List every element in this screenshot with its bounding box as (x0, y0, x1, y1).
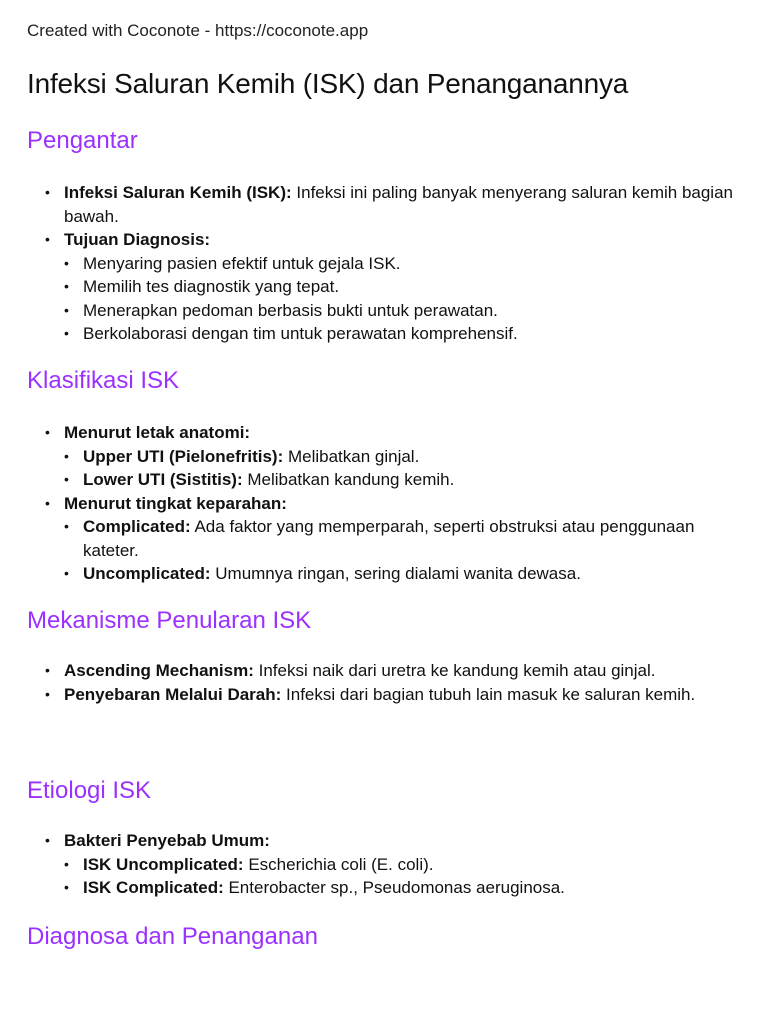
list-item (45, 228, 735, 346)
section-heading-mekanisme: Mekanisme Penularan ISK (27, 607, 312, 634)
list-item (45, 492, 735, 586)
item-term: Menurut tingkat keparahan: (64, 493, 287, 513)
list-item (45, 683, 735, 707)
item-term: Penyebaran Melalui Darah: (64, 684, 282, 704)
sub-list (64, 445, 735, 492)
section-heading-etiologi: Etiologi ISK (27, 777, 152, 804)
item-term: Lower UTI (Sistitis): (83, 470, 243, 489)
sub-list-item (64, 468, 735, 492)
section-heading-pengantar: Pengantar (27, 127, 138, 154)
item-term: ISK Uncomplicated: (83, 854, 244, 874)
sub-list (64, 515, 735, 586)
item-text: Infeksi naik dari uretra ke kandung kemih atau ginjal. (253, 661, 656, 680)
list-item (45, 829, 735, 900)
section-heading-klasifikasi: Klasifikasi ISK (27, 367, 180, 394)
section-list-mekanisme (45, 659, 735, 706)
item-text: Memilih tes diagnostik yang tepat. (83, 277, 340, 296)
section-list-pengantar (45, 181, 735, 346)
item-text: Melibatkan kandung kemih. (242, 470, 455, 489)
item-term: Uncomplicated: (83, 564, 211, 583)
item-text: Ada faktor yang memperparah, seperti obstruksi atau penggunaan kateter. (83, 517, 695, 560)
item-text: Berkolaborasi dengan tim untuk perawatan komprehensif. (83, 324, 518, 343)
sub-list-item (64, 562, 735, 586)
section-list-etiologi (45, 829, 735, 900)
section-heading-diagnosa: Diagnosa dan Penanganan (27, 923, 318, 950)
list-item (45, 659, 735, 683)
item-text: Enterobacter sp., Pseudomonas aeruginosa. (223, 878, 565, 897)
sub-list-item (64, 322, 735, 346)
item-text: Melibatkan ginjal. (283, 446, 420, 466)
item-text: Menyaring pasien efektif untuk gejala ISK. (83, 253, 401, 273)
sub-list-item (64, 853, 735, 877)
list-item (45, 181, 735, 228)
sub-list (64, 853, 735, 900)
sub-list-item (64, 445, 735, 469)
sub-list-item (64, 275, 735, 299)
item-term: Upper UTI (Pielonefritis): (83, 446, 284, 466)
item-text: Escherichia coli (E. coli). (243, 854, 434, 874)
item-term: Infeksi Saluran Kemih (ISK): (64, 183, 292, 202)
sub-list-item (64, 299, 735, 323)
sub-list-item (64, 252, 735, 276)
list-item (45, 421, 735, 492)
item-term: Complicated: (83, 517, 191, 536)
sub-list-item (64, 515, 735, 562)
item-term: Bakteri Penyebab Umum: (64, 831, 270, 850)
document-title: Infeksi Saluran Kemih (ISK) dan Penanganannya (27, 68, 629, 99)
item-text: Umumnya ringan, sering dialami wanita dewasa. (210, 564, 581, 583)
item-term: Menurut letak anatomi: (64, 423, 251, 442)
sub-list (64, 252, 735, 346)
item-text: Menerapkan pedoman berbasis bukti untuk perawatan. (83, 300, 498, 320)
section-list-klasifikasi (45, 421, 735, 586)
item-term: ISK Complicated: (83, 878, 224, 897)
item-term: Tujuan Diagnosis: (64, 230, 211, 249)
sub-list-item (64, 876, 735, 900)
attribution-text: Created with Coconote - https://coconote.app (27, 21, 369, 40)
item-text: Infeksi ini paling banyak menyerang saluran kemih bagian bawah. (64, 183, 733, 226)
item-term: Ascending Mechanism: (64, 661, 254, 680)
item-text: Infeksi dari bagian tubuh lain masuk ke saluran kemih. (281, 684, 696, 704)
